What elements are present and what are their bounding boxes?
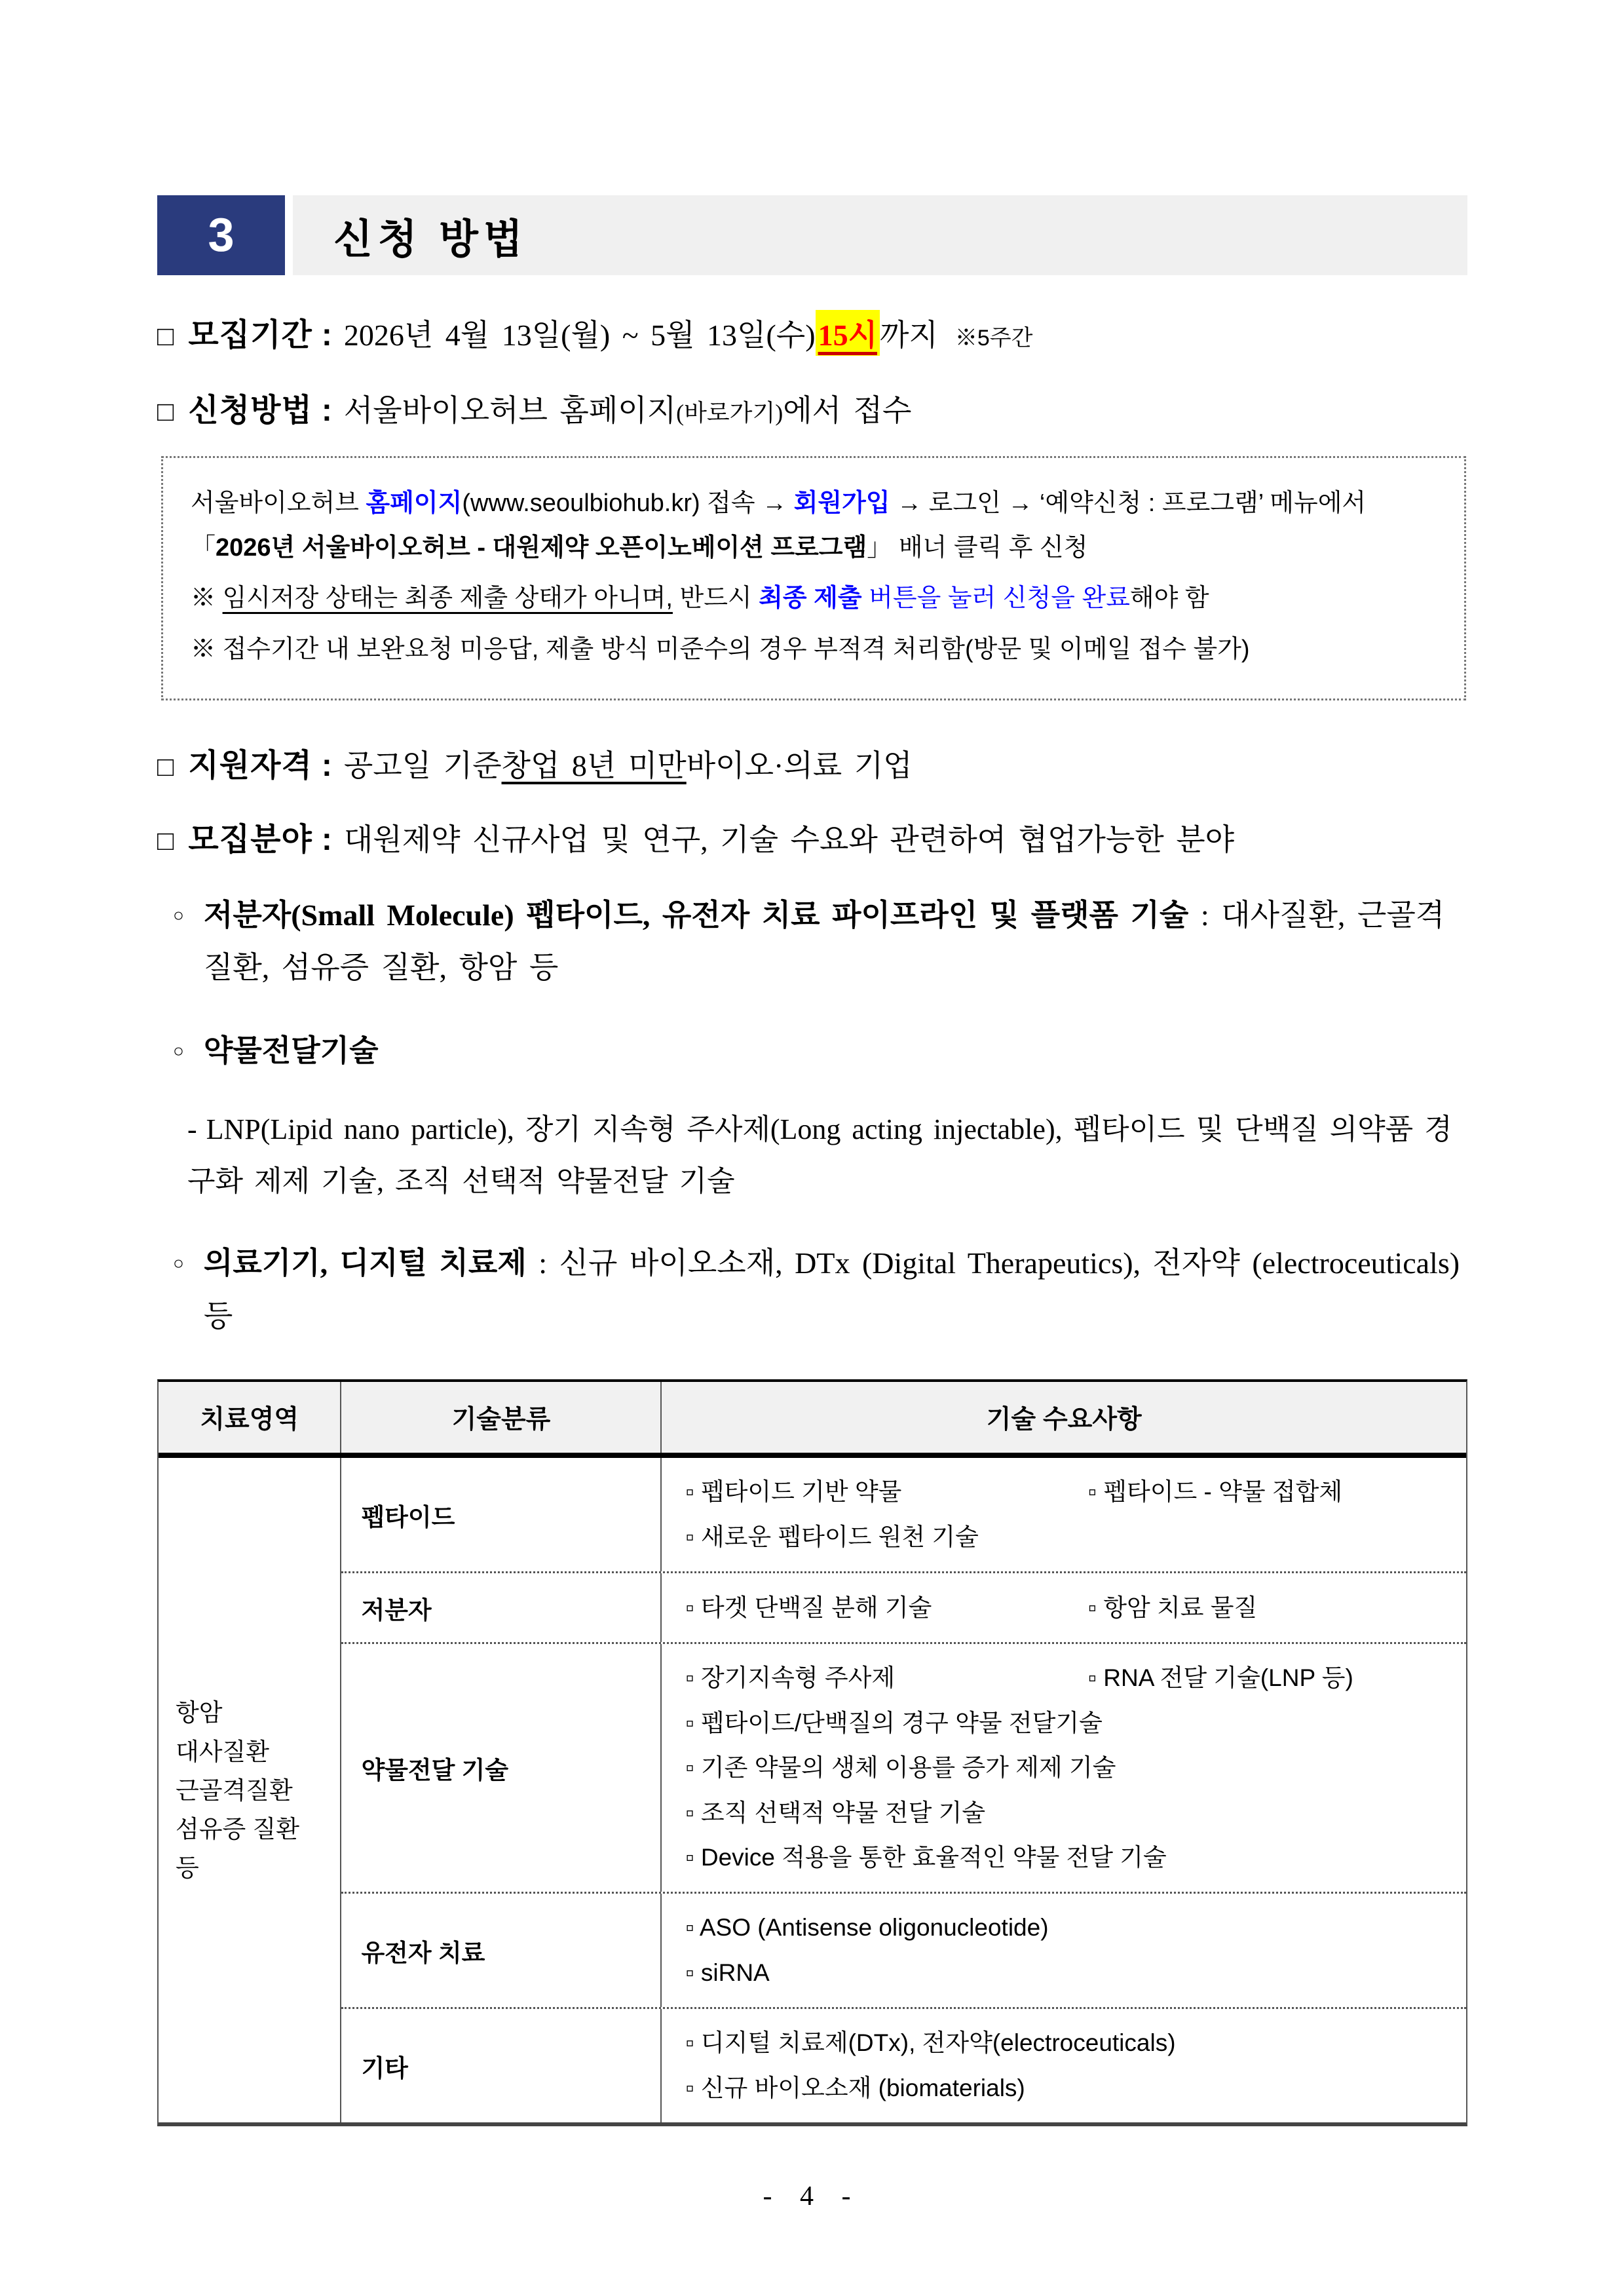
note1-text-end: 해야 함 bbox=[1129, 584, 1209, 613]
demand-item: ▫ 펩타이드 기반 약물 bbox=[685, 1478, 902, 1506]
circle-bullet-icon: ○ bbox=[173, 1253, 184, 1274]
qualification-underlined: 창업 8년 미만 bbox=[501, 748, 687, 782]
demand-line bbox=[685, 1701, 1460, 1746]
tech-demand-table bbox=[157, 1379, 1467, 2126]
colon-separator: : bbox=[321, 318, 332, 353]
demand-line bbox=[685, 1791, 1460, 1835]
table-header-tech-demand: 기술 수요사항 bbox=[986, 1406, 1142, 1434]
demand-item: ▫ 장기지속형 주사제 bbox=[685, 1664, 896, 1692]
treatment-area-item: 항암 bbox=[176, 1699, 223, 1727]
tech-category-cell: 약물전달 기술 bbox=[341, 1644, 662, 1892]
note2-text: 접수기간 내 보완요청 미응답, 제출 방식 미준수의 경우 부적격 처리함(방문 및 이메일 접수 불가) bbox=[222, 635, 1250, 663]
apply-method-value-suffix: 에서 접수 bbox=[783, 394, 912, 427]
info-note-1 bbox=[191, 577, 1437, 621]
info-text: 서울바이오허브 bbox=[191, 489, 366, 517]
bullet-drug-delivery bbox=[157, 1025, 1467, 1078]
table-header-row bbox=[159, 1382, 1466, 1458]
demand-item: ▫ 항암 치료 물질 bbox=[1087, 1594, 1258, 1621]
treatment-area-item: 근골격질환 bbox=[176, 1776, 293, 1804]
bullet-drug-delivery-text bbox=[204, 1025, 379, 1078]
note1-text: 반드시 bbox=[672, 584, 759, 613]
tech-category-cell: 유전자 치료 bbox=[341, 1894, 662, 2007]
qualification-label: 지원자격 bbox=[188, 748, 312, 783]
qualification-text: 공고일 기준 bbox=[343, 748, 502, 782]
section-title: 신청 방법 bbox=[333, 216, 528, 262]
demand-item: ▫ 조직 선택적 약물 전달 기술 bbox=[685, 1799, 986, 1826]
program-name: 2026년 서울바이오허브 - 대원제약 오픈이노베이션 프로그램 bbox=[216, 533, 867, 562]
demand-line bbox=[685, 2021, 1460, 2065]
sub-bullet-lnp-text: LNP(Lipid nano particle), 장기 지속형 주사제(Long acting injectable), 펩타이드 및 단백질 의약품 경구화 제제 기술, 조직 선택적 약물전달 기술 bbox=[187, 1113, 1452, 1198]
colon-separator: : bbox=[321, 393, 332, 428]
demand-line bbox=[685, 1656, 1460, 1700]
page-number: - 4 - bbox=[763, 2181, 861, 2211]
recruit-period-note: ※5주간 bbox=[954, 326, 1033, 351]
table-rows bbox=[341, 1458, 1466, 2122]
tech-demand-cell bbox=[662, 1458, 1466, 1571]
demand-item: ▫ 펩타이드/단백질의 경구 약물 전달기술 bbox=[685, 1709, 1103, 1736]
section-header bbox=[157, 195, 1467, 275]
reference-mark: ※ bbox=[191, 584, 223, 613]
demand-line bbox=[685, 2066, 1460, 2111]
recruit-period-value-prefix: 2026년 4월 13일(월) ~ 5월 13일(수) bbox=[343, 318, 816, 352]
demand-line bbox=[685, 1746, 1460, 1790]
table-body bbox=[159, 1458, 1466, 2122]
circle-bullet-icon: ○ bbox=[173, 1041, 184, 1062]
demand-item: ▫ 펩타이드 - 약물 접합체 bbox=[1087, 1478, 1343, 1506]
apply-method-label: 신청방법 bbox=[188, 393, 312, 428]
tech-demand-cell bbox=[662, 1894, 1466, 2007]
reference-mark: ※ bbox=[191, 635, 223, 663]
square-bullet-icon: □ bbox=[157, 750, 174, 782]
demand-item: ▫ 디지털 치료제(DTx), 전자약(electroceuticals) bbox=[685, 2029, 1176, 2057]
note1-underlined: 임시저장 상태는 최종 제출 상태가 아니며, bbox=[222, 584, 673, 613]
treatment-area-item: 등 bbox=[176, 1854, 199, 1882]
square-bullet-icon: □ bbox=[157, 320, 174, 351]
recruit-period-label: 모집기간 bbox=[188, 318, 312, 353]
square-bullet-icon: □ bbox=[157, 396, 174, 427]
treatment-area-item: 대사질환 bbox=[176, 1738, 269, 1765]
table-row bbox=[341, 1573, 1466, 1644]
recruit-field-label: 모집분야 bbox=[188, 822, 312, 857]
tech-demand-cell bbox=[662, 1573, 1466, 1642]
apply-method-value: 서울바이오허브 홈페이지 bbox=[343, 394, 677, 427]
note1-blue-text: 버튼을 눌러 신청을 완료 bbox=[861, 584, 1130, 613]
demand-line bbox=[685, 1835, 1460, 1880]
demand-item: ▫ 새로운 펩타이드 원천 기술 bbox=[685, 1523, 979, 1550]
info-note-2 bbox=[191, 628, 1437, 672]
circle-bullet-icon: ○ bbox=[173, 905, 184, 926]
recruit-field-value: 대원제약 신규사업 및 연구, 기술 수요와 관련하여 협업가능한 분야 bbox=[343, 822, 1235, 856]
bullet-small-molecule bbox=[157, 889, 1467, 995]
demand-item: ▫ 타겟 단백질 분해 기술 bbox=[685, 1594, 932, 1621]
demand-item: ▫ RNA 전달 기술(LNP 등) bbox=[1087, 1664, 1353, 1692]
bullet-rest: : 신규 바이오소재, DTx (Digital Therapeutics), 전자약 (electroceuticals) 등 bbox=[203, 1246, 1460, 1333]
recruit-field-line bbox=[157, 814, 1467, 859]
info-text: (www.seoulbiohub.kr) 접속 → bbox=[462, 489, 794, 517]
demand-line bbox=[685, 1470, 1460, 1514]
shortcut-link[interactable]: (바로가기) bbox=[676, 400, 784, 426]
table-header-tech-category: 기술분류 bbox=[341, 1382, 662, 1453]
bullet-rest: : 대사질환, 근골격질환, 섬유증 질환, 항암 등 bbox=[203, 898, 1445, 984]
info-text: 」 배너 클릭 후 신청 bbox=[867, 533, 1088, 562]
tech-demand-cell bbox=[662, 2009, 1466, 2122]
bullet-bold: 약물전달기술 bbox=[203, 1033, 379, 1067]
tech-category-cell: 펩타이드 bbox=[341, 1458, 662, 1571]
demand-item: ▫ siRNA bbox=[685, 1959, 770, 1986]
section-number-badge: 3 bbox=[157, 195, 285, 275]
treatment-area-cell bbox=[159, 1458, 341, 2122]
sub-bullet-lnp bbox=[157, 1103, 1467, 1207]
bullet-medical-device-text bbox=[204, 1237, 1467, 1343]
application-info-box bbox=[161, 456, 1466, 700]
final-submit-emphasis: 최종 제출 bbox=[759, 584, 862, 613]
colon-separator: : bbox=[321, 748, 332, 783]
demand-line bbox=[685, 1905, 1460, 1950]
document-content bbox=[157, 0, 1467, 2126]
demand-item: ▫ ASO (Antisense oligonucleotide) bbox=[685, 1914, 1049, 1942]
recruit-period-line bbox=[157, 309, 1467, 356]
colon-separator: : bbox=[321, 822, 332, 857]
bullet-small-molecule-text bbox=[204, 889, 1467, 995]
treatment-area-item: 섬유증 질환 bbox=[176, 1815, 299, 1843]
table-row bbox=[341, 2009, 1466, 2122]
recruit-period-value-suffix: 까지 bbox=[880, 318, 938, 352]
demand-item: ▫ 기존 약물의 생체 이용를 증가 제제 기술 bbox=[685, 1754, 1116, 1782]
tech-demand-cell bbox=[662, 1644, 1466, 1892]
recruit-period-deadline-highlight: 15시 bbox=[816, 310, 880, 356]
table-row bbox=[341, 1894, 1466, 2009]
square-bullet-icon: □ bbox=[157, 824, 174, 856]
apply-method-line bbox=[157, 385, 1467, 430]
section-title-bar bbox=[293, 195, 1467, 275]
bullet-bold: 의료기기, 디지털 치료제 bbox=[203, 1246, 527, 1280]
info-text: → 로그인 → ‘예약신청 : 프로그램’ 메뉴에서 「 bbox=[191, 489, 1367, 562]
bullet-bold: 저분자(Small Molecule) 펩타이드, 유전자 치료 파이프라인 및 플랫폼 기술 bbox=[203, 898, 1189, 932]
dash-bullet-icon: - bbox=[187, 1113, 197, 1145]
signup-link[interactable]: 회원가입 bbox=[793, 489, 890, 517]
tech-category-cell: 기타 bbox=[341, 2009, 662, 2122]
qualification-text-end: 바이오·의료 기업 bbox=[686, 748, 913, 782]
info-paragraph-steps bbox=[191, 482, 1437, 570]
demand-line bbox=[685, 1951, 1460, 1995]
demand-line bbox=[685, 1515, 1460, 1559]
homepage-link[interactable]: 홈페이지 bbox=[366, 489, 463, 517]
qualification-line bbox=[157, 740, 1467, 785]
bullet-medical-device bbox=[157, 1237, 1467, 1343]
tech-category-cell: 저분자 bbox=[341, 1573, 662, 1642]
demand-item: ▫ Device 적용을 통한 효율적인 약물 전달 기술 bbox=[685, 1844, 1167, 1871]
table-header-treatment-area: 치료영역 bbox=[159, 1382, 341, 1453]
table-row bbox=[341, 1458, 1466, 1573]
demand-line bbox=[685, 1586, 1460, 1630]
demand-item: ▫ 신규 바이오소재 (biomaterials) bbox=[685, 2074, 1025, 2101]
table-row bbox=[341, 1644, 1466, 1894]
